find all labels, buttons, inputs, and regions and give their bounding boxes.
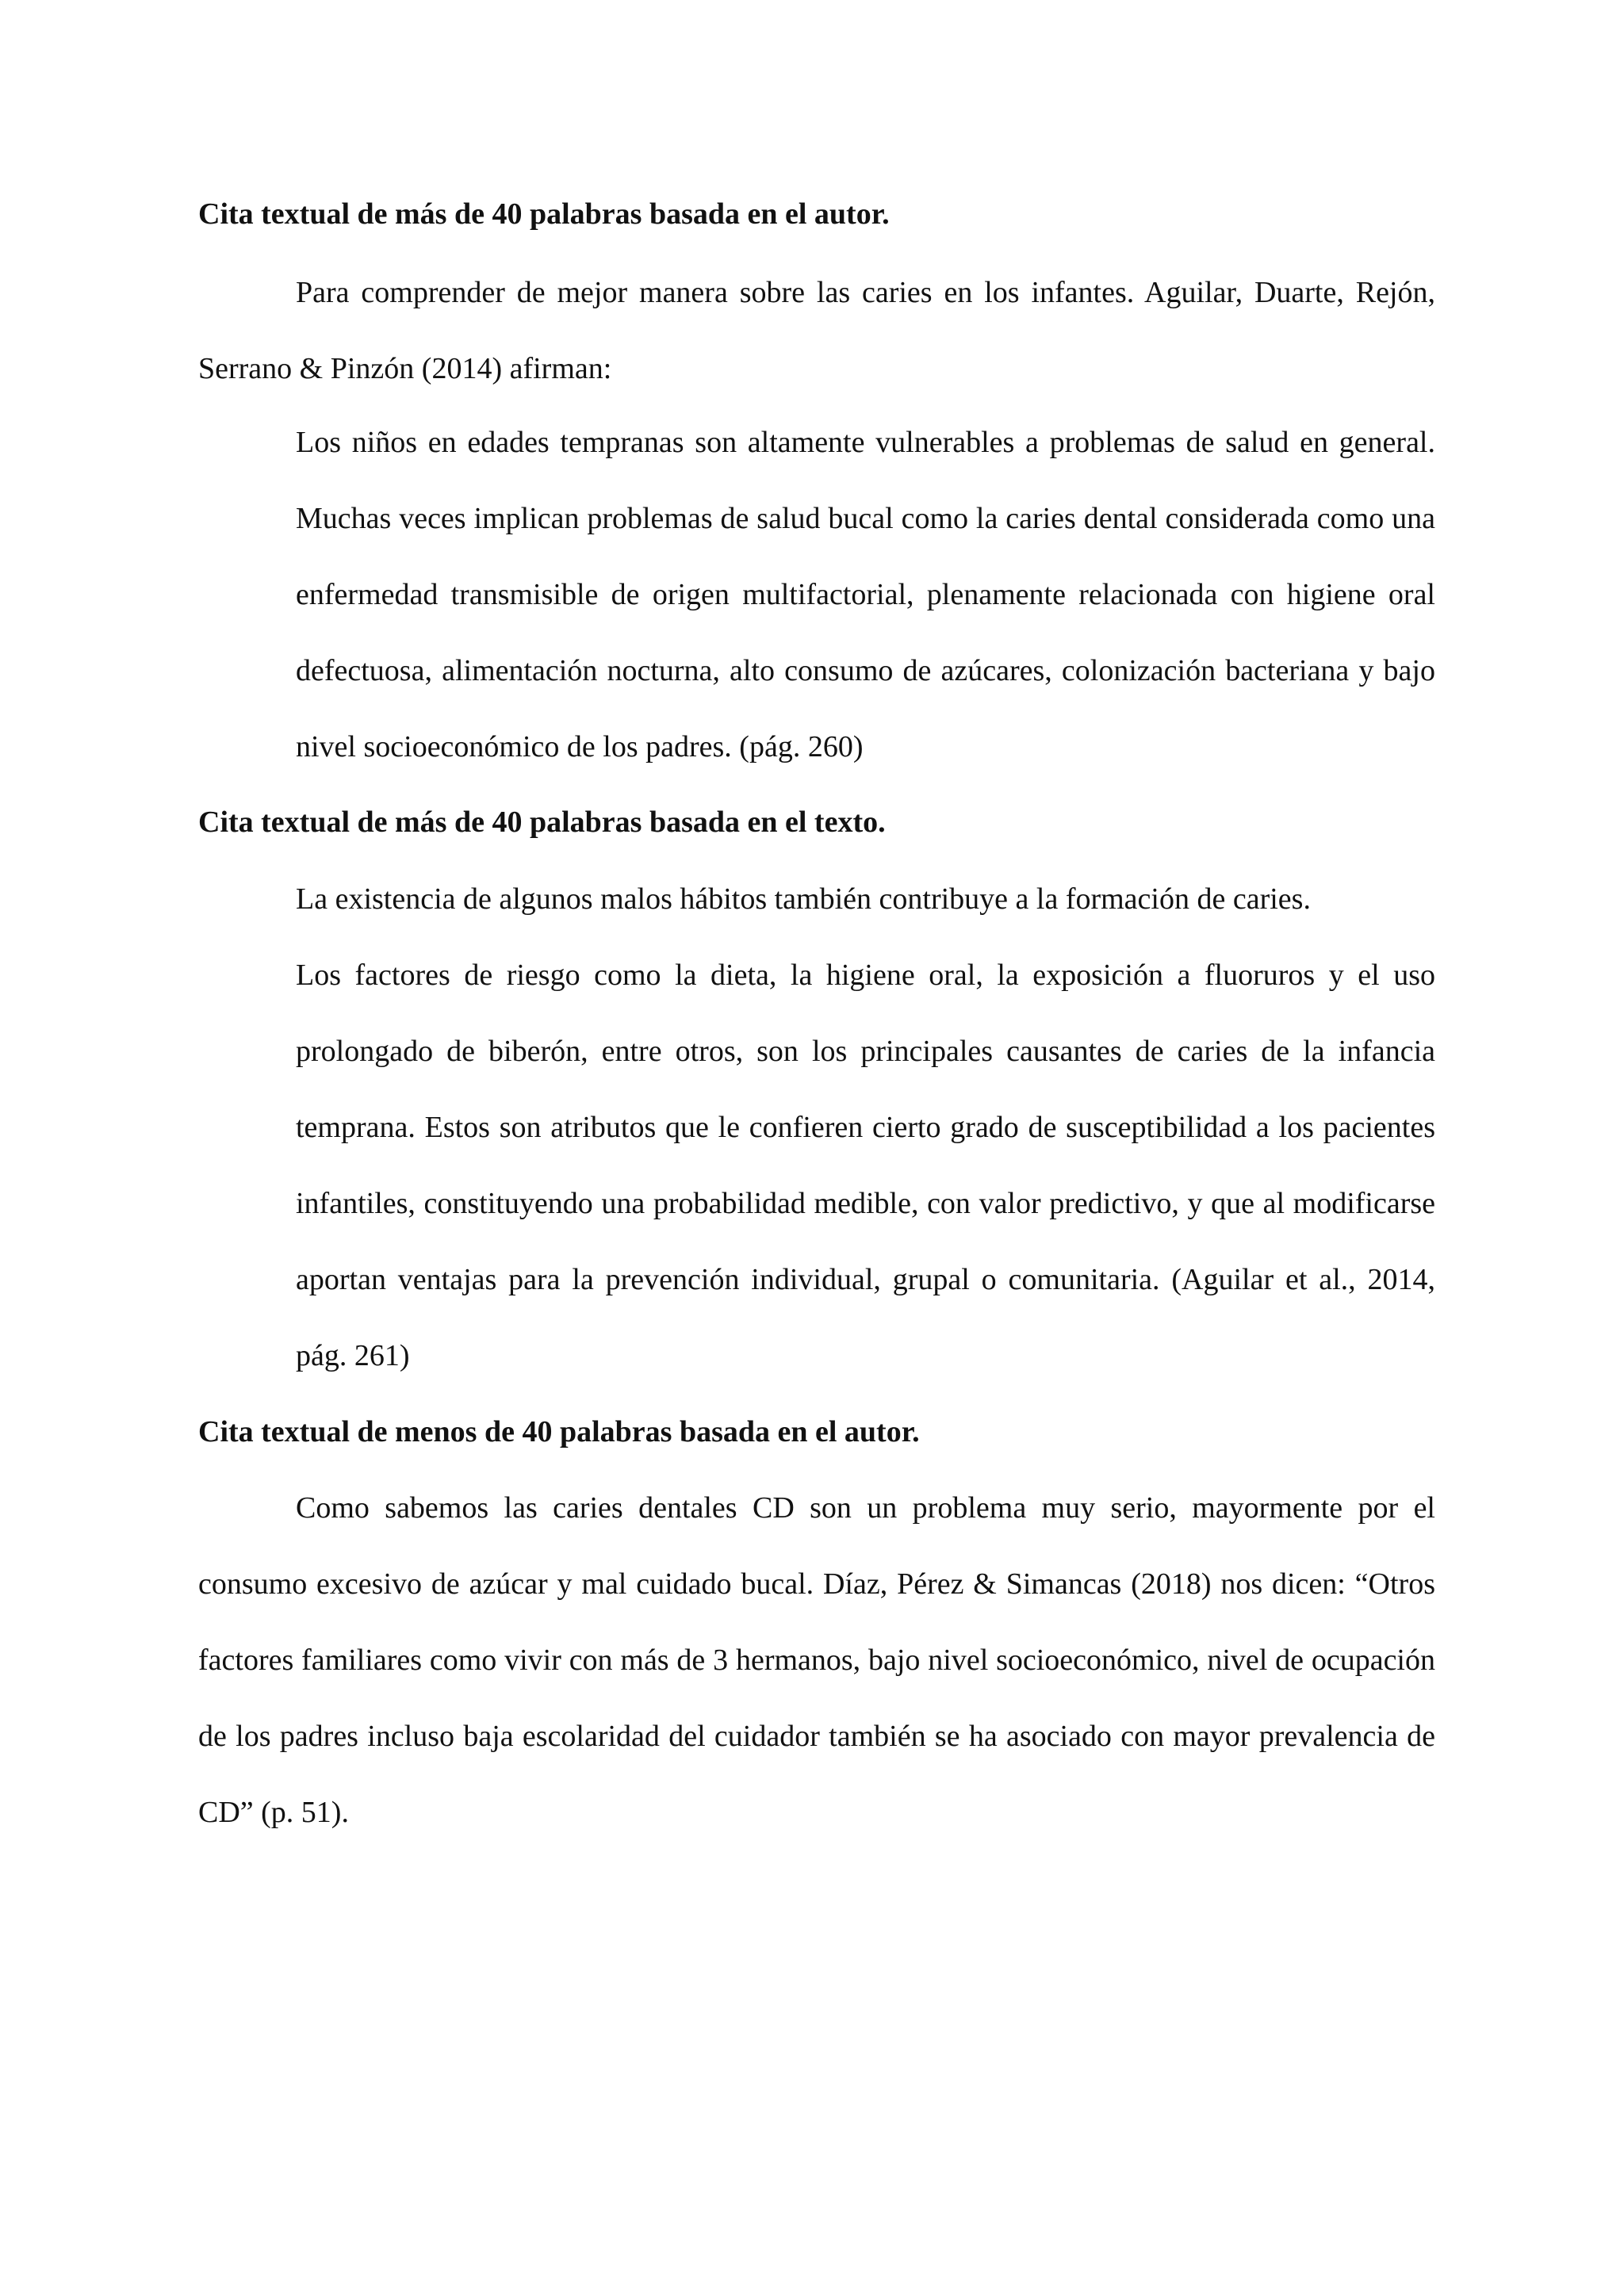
section-heading-2: Cita textual de más de 40 palabras basada en el texto. <box>198 806 886 839</box>
paragraph-body-3: Como sabemos las caries dentales CD son un problema muy serio, mayormente por el consumo excesivo de azúcar y mal cuidado bucal. Díaz, Pérez & Simancas (2018) nos dicen: “Otros factores familiares como vivir con más de 3 hermanos, bajo nivel socioeconómico, nivel de ocupación de los padres incluso baja escolaridad del cuidador también se ha asociado con mayor prevalencia de CD” (p. 51). <box>198 1491 1435 1829</box>
section-heading-3: Cita textual de menos de 40 palabras basada en el autor. <box>198 1415 920 1448</box>
block-quote-2-first-line: La existencia de algunos malos hábitos también contribuye a la formación de caries. <box>296 882 1311 916</box>
block-quote-2: Los factores de riesgo como la dieta, la higiene oral, la exposición a fluoruros y el uso prolongado de biberón, entre otros, son los principales causantes de caries de la infancia temprana. Estos son atributos que le confieren cierto grado de susceptibilidad a los pacientes infantiles, constituyendo una probabilidad medible, con valor predictivo, y que al modificarse aportan ventajas para la prevención individual, grupal o comunitaria. (Aguilar et al., 2014, pág. 261) <box>296 959 1435 1372</box>
paragraph-intro: Para comprender de mejor manera sobre las caries en los infantes. Aguilar, Duarte, Rejón, Serrano & Pinzón (2014) afirman: <box>198 276 1435 385</box>
block-quote-1: Los niños en edades tempranas son altamente vulnerables a problemas de salud en general. Muchas veces implican problemas de salud bucal como la caries dental considerada como una enfermedad transmisible de origen multifactorial, plenamente relacionada con higiene oral defectuosa, alimentación nocturna, alto consumo de azúcares, colonización bacteriana y bajo nivel socioeconómico de los padres. (pág. 260) <box>296 426 1435 763</box>
section-heading-1: Cita textual de más de 40 palabras basada en el autor. <box>198 197 890 231</box>
